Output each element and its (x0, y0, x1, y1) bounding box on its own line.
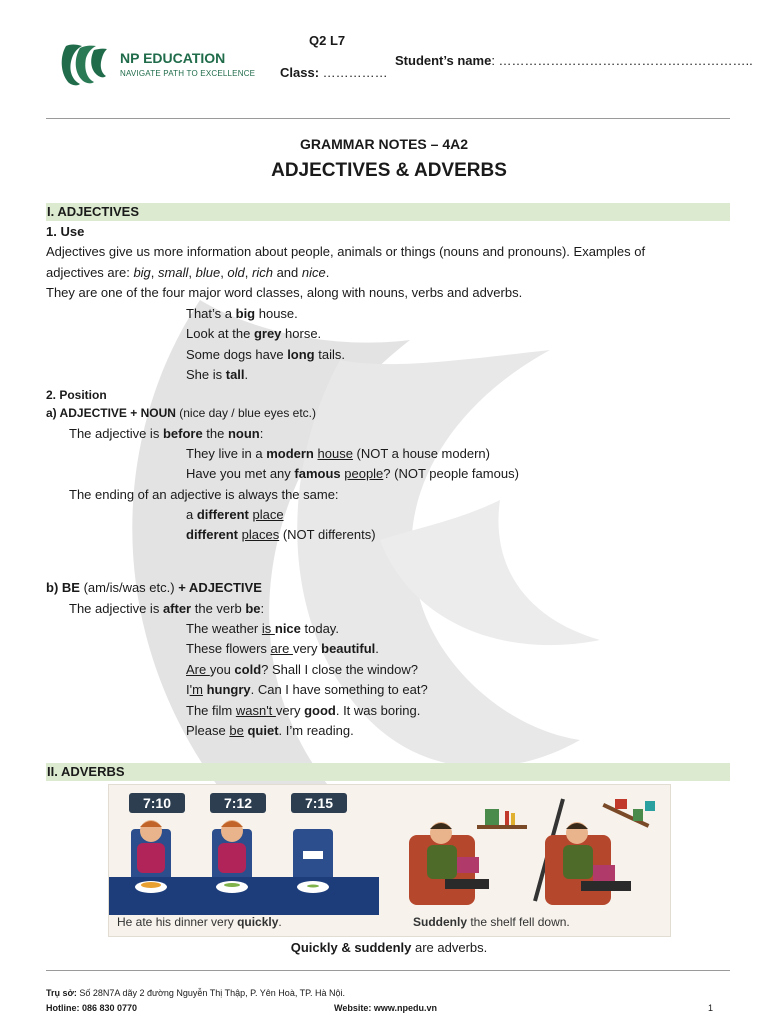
adverbs-summary: Quickly & suddenly are adverbs. (290, 940, 488, 955)
adverbs-illustration (108, 784, 671, 937)
example-sentence: Have you met any famous people? (NOT people famous) (186, 466, 519, 481)
caption-suddenly: Suddenly the shelf fell down. (413, 915, 570, 929)
subsection-b-heading: b) BE (am/is/was etc.) + ADJECTIVE (46, 580, 262, 595)
doc-subtitle: GRAMMAR NOTES – 4A2 (299, 136, 469, 152)
student-name-field (395, 53, 753, 68)
example-sentence: Look at the grey horse. (186, 326, 322, 341)
footer-website: Website: www.npedu.vn (334, 1003, 438, 1013)
class-blank: …………… (322, 65, 388, 80)
subsection-a-heading: a) ADJECTIVE + NOUN (nice day / blue eyes etc.) (46, 406, 316, 420)
doc-title: ADJECTIVES & ADVERBS (271, 160, 507, 181)
example-sentence: She is tall. (186, 367, 249, 382)
clock-label: 7:12 (210, 793, 266, 813)
student-name-label: Student’s name (395, 53, 492, 68)
example-sentence: different places (NOT differents) (186, 527, 376, 542)
caption-quickly: He ate his dinner very quickly. (117, 915, 282, 929)
example-word: rich (252, 265, 273, 280)
header-divider (46, 118, 730, 119)
use-paragraph-1: Adjectives give us more information about people, animals or things (nouns and pronouns). Examples of (46, 244, 646, 259)
examples-prefix: adjectives are: (46, 265, 134, 280)
example-sentence: The weather is nice today. (186, 621, 339, 636)
logo-tagline: NAVIGATE PATH TO EXCELLENCE (120, 69, 256, 78)
example-word: blue (195, 265, 221, 280)
example-sentence: These flowers are very beautiful. (186, 641, 379, 656)
example-sentence: a different place (186, 507, 284, 522)
clock-label: 7:10 (129, 793, 185, 813)
use-heading: 1. Use (46, 224, 85, 239)
rule-ending: The ending of an adjective is always the same: (69, 487, 339, 502)
section-heading-adjectives: I. ADJECTIVES (46, 203, 730, 221)
lesson-code: Q2 L7 (309, 33, 346, 48)
use-paragraph-3: They are one of the four major word classes, along with nouns, verbs and adverbs. (46, 285, 523, 300)
clock-label: 7:15 (291, 793, 347, 813)
class-label: Class: (280, 65, 320, 80)
student-name-blank: : ………………………………………………….. (491, 53, 753, 68)
reading-man-illustration (405, 795, 670, 910)
np-education-logo-icon (58, 42, 108, 88)
example-sentence: I'm hungry. Can I have something to eat? (186, 682, 428, 697)
rule-after-be: The adjective is after the verb be: (69, 601, 265, 616)
example-word: old (227, 265, 245, 280)
example-sentence: Please be quiet. I’m reading. (186, 723, 354, 738)
footer-hotline: Hotline: 086 830 0770 (46, 1003, 138, 1013)
example-word: small (158, 265, 189, 280)
example-sentence: The film wasn't very good. It was boring. (186, 703, 421, 718)
eating-boy-illustration (109, 815, 379, 915)
use-paragraph-2: adjectives are: big, small, blue, old, rich and nice. (46, 265, 330, 280)
rule-before-noun: The adjective is before the noun: (69, 426, 264, 441)
example-word: big (133, 265, 151, 280)
page-number: 1 (708, 1003, 714, 1013)
example-sentence: Some dogs have long tails. (186, 347, 345, 362)
section-heading-adverbs: II. ADVERBS (46, 763, 730, 781)
example-word: nice (301, 265, 326, 280)
example-sentence: Are you cold? Shall I close the window? (186, 662, 418, 677)
footer-address: Trụ sở: Số 28N7A dãy 2 đường Nguyễn Thị Thập, P. Yên Hoà, TP. Hà Nội. (46, 988, 346, 998)
position-heading: 2. Position (46, 388, 107, 402)
footer-divider (46, 970, 730, 971)
class-field (280, 65, 388, 80)
example-sentence: That’s a big house. (186, 306, 298, 321)
example-sentence: They live in a modern house (NOT a house modern) (186, 446, 490, 461)
logo-name: NP EDUCATION (120, 50, 226, 66)
